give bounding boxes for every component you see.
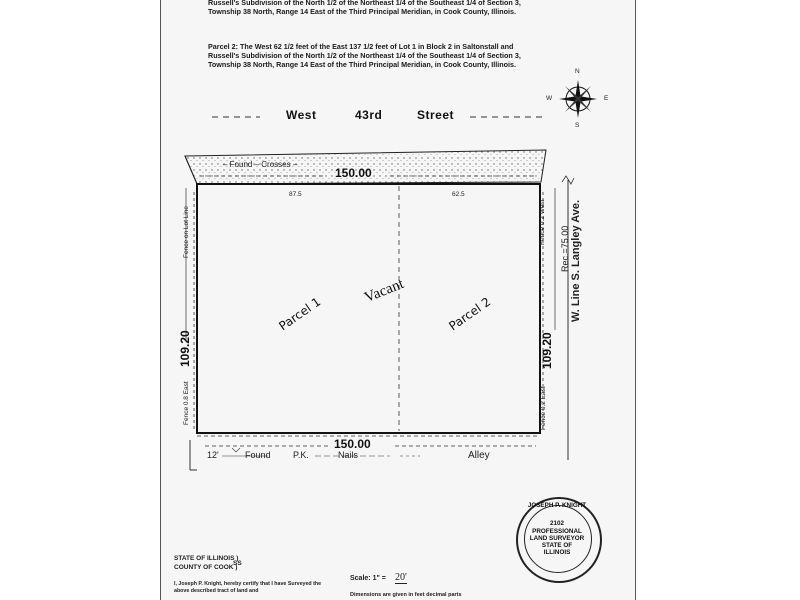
parcel-2-label: Parcel 2 [446, 294, 494, 334]
compass-east-label: E [604, 95, 609, 102]
state-label: STATE OF ILLINOIS ) [174, 555, 239, 562]
ss-label: SS [233, 560, 242, 567]
parcel-1-frontage: 87.5 [289, 191, 302, 198]
record-dimension: Rec.=75.00 [560, 225, 570, 272]
certification-text: I, Joseph P. Knight, hereby certify that I have Surveyed the above described tract of land and [174, 581, 322, 594]
street-line-label: W. Line S. Langley Ave. [570, 199, 582, 322]
alley-label: Alley [468, 450, 490, 461]
seal-name: JOSEPH P. KNIGHT [527, 502, 587, 509]
street-name-west: West [286, 108, 317, 122]
seal-title-2: LAND SURVEYOR [529, 535, 585, 542]
pk-label: P.K. [293, 450, 309, 460]
fence-note-right-top: Fence 0.2 West [539, 199, 546, 245]
legal-description-parcel-1: Russell's Subdivision of the North 1/2 of the Northeast 1/4 of the Southeast 1/4 of Section 3, Township 38 North, Range 14 East of the Third Principal Meridian, in Cook County, Illinois. [208, 0, 521, 16]
scale-label: Scale: 1" = [350, 575, 386, 582]
parcel-1-label: Parcel 1 [276, 294, 324, 334]
vacant-label: Vacant [362, 275, 407, 307]
street-name-street: Street [417, 108, 455, 122]
scale-value: 20' [395, 572, 407, 583]
nails-label: Nails [338, 450, 359, 460]
seal-number: 2102 [549, 520, 564, 527]
top-boundary-length: 150.00 [335, 166, 372, 180]
dimensions-note: Dimensions are given in feet decimal parts [350, 592, 462, 598]
alley-width: 12' [207, 450, 219, 460]
street-name-number: 43rd [355, 108, 383, 122]
fence-note-right-bottom: Fence 0.2 East [540, 386, 547, 430]
fence-note-left-bottom: Fence 0.8 East [183, 381, 190, 425]
seal-title-1: PROFESSIONAL [532, 528, 582, 535]
right-boundary-length: 109.20 [540, 332, 554, 369]
legal-description-parcel-2: Parcel 2: The West 62 1/2 feet of the East 137 1/2 feet of Lot 1 in Block 2 in Saltonstall and Russell's Subdivision of the North 1/2 of the Northeast 1/4 of the Southeast 1/4 of Section 3, Township 38 North, Range 14 East of the Third Principal Meridian, in Cook County, Illinois. [208, 42, 521, 69]
compass-south-label: S [575, 122, 580, 129]
compass-west-label: W [546, 95, 553, 102]
parcel-2-frontage: 62.5 [452, 191, 465, 198]
seal-state-1: STATE OF [541, 542, 573, 549]
compass-north-label: N [575, 68, 580, 75]
county-label: COUNTY OF COOK ) [174, 564, 238, 571]
left-boundary-length: 109.20 [178, 330, 192, 367]
bottom-boundary-length: 150.00 [334, 437, 371, 451]
fence-note-left-top: Fence on Lot Line [183, 205, 190, 258]
found-label: Found [245, 450, 271, 460]
seal-state-2: ILLINOIS [543, 549, 571, 556]
found-crosses-marker: – Found – Crosses – [223, 160, 298, 169]
